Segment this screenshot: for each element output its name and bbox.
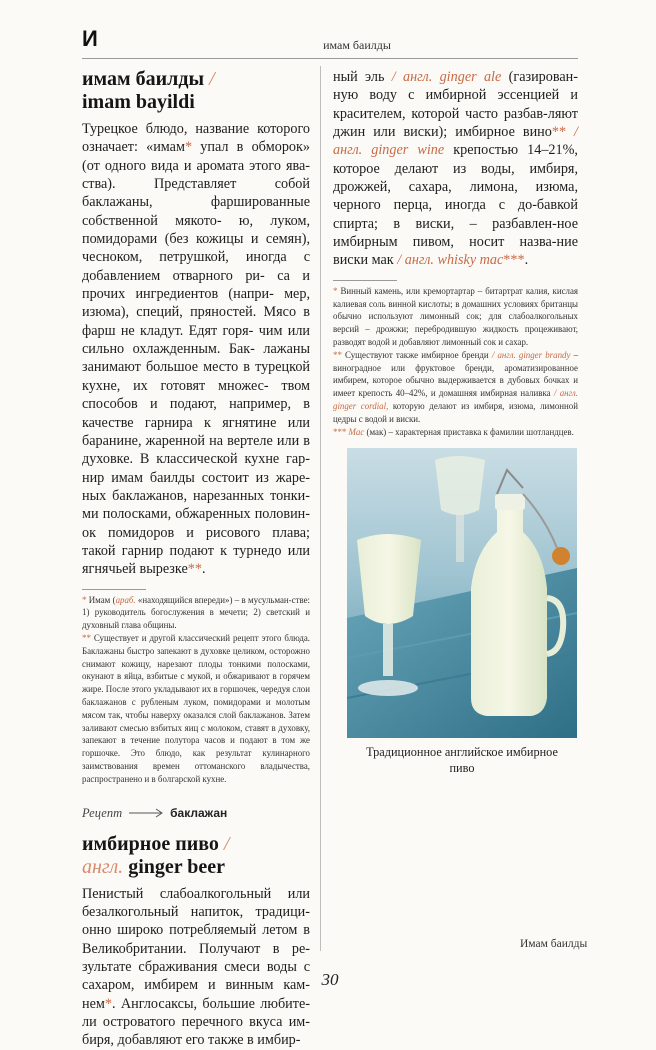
running-head: имам баилды xyxy=(323,38,391,52)
body-line: Мясо в фарш не кладут. Едят горя- xyxy=(82,304,310,339)
body-text-run: . xyxy=(524,252,529,269)
footnote-italic: / англ. ginger cordial, xyxy=(333,388,578,411)
ginger-beer-illustration xyxy=(347,448,577,738)
footnote-text: Существуют также имбирное бренди xyxy=(341,349,489,360)
footnote-text: Существует и другой классический рецепт этого блюда. Баклажаны быстро запекают в духовке целиком, осторожно снимают кожицу, нарезают плоды тонкими полосками, окунают в яйца, взбитые с мукой, и обжаривают в горячем жире. После этого укладывают их в горшочек, чередуя слои баклажанов с рубленым луком, помидорами и молотым мясом так, чтобы наверху оказался слой баклажанов. Затем заливают смесью взбитых яиц с молоком, ставят в духовку, запекают в течение полутора часов и подают в том же горшочке. Это блюдо, как результат кулинарного заимствования времен оттоманского владычества, распространено и в болгарской кухне. xyxy=(82,632,310,784)
header-rule xyxy=(82,58,578,59)
right-column xyxy=(333,68,578,438)
left-column xyxy=(82,68,310,1050)
footnote-text: которую делают из имбиря, изюма, лимонной цедры с водой и виски. xyxy=(333,400,578,424)
body-line: ок помидоров и рисового плава; xyxy=(82,524,310,541)
body-line: ных баклажанов, нарезанных тонки- xyxy=(82,487,310,504)
footnote-text: Имам ( xyxy=(86,594,116,605)
entry-slash: / xyxy=(209,68,215,90)
footnote-mark: ** xyxy=(82,632,91,643)
entry-body-ginger-beer-cont xyxy=(333,68,578,270)
body-line: . Англосаксы, большие любите- xyxy=(111,995,310,1012)
footnote-ref[interactable]: ** xyxy=(551,124,567,141)
body-text-run: ный эль xyxy=(333,69,385,85)
body-line: биря, добавляют его также в имбир- xyxy=(82,1032,301,1049)
footnote-mark: ** xyxy=(333,349,342,360)
entry-term-ru: имбирное пиво xyxy=(82,832,219,855)
body-line: са и прочих ингредиентов (напри- xyxy=(82,267,310,303)
footnote-text: (мак) – характерная приставка к фамилии шотландцев. xyxy=(364,426,574,437)
body-line: такой гарнир подают к турнедо или xyxy=(82,542,310,559)
body-line: и семян), чесноком, петрушкой, xyxy=(82,231,310,266)
body-italic-run: / англ. ginger ale xyxy=(384,69,502,85)
body-line: баранине, жаренной на вертеле или xyxy=(82,432,300,449)
body-line: Пенистый слабоалкогольный или xyxy=(82,885,310,902)
body-line: с сахаром, имбирем и винным кам- xyxy=(82,958,310,994)
footnote-imam xyxy=(82,594,310,632)
body-line: иногда с добавлением отварного ри- xyxy=(82,249,310,284)
entry-heading-imam-bayildi xyxy=(82,68,310,114)
footnote-recipe xyxy=(82,632,310,786)
body-line: зультате сбраживания смеси воды xyxy=(82,958,297,975)
body-line: фаршированные собственной мякото- xyxy=(82,194,310,229)
body-line: безалкогольный напиток, традици- xyxy=(82,903,310,920)
footnote-text: – виноградное или фруктовое бренди, ароматизированное имбирем, которое обычно выдерживается в дубовых бочках и имеет крепость 40–42%, и домашняя имбирная наливка xyxy=(333,349,578,399)
entry-body-ginger-beer xyxy=(82,885,310,1050)
body-line: твом способов и подают, например, xyxy=(82,377,310,413)
column-divider xyxy=(320,66,321,951)
entry-lang-abbr: англ. xyxy=(82,855,124,878)
body-line: ли островатого перечного вкуса им- xyxy=(82,1013,310,1030)
body-line: чим или сильно охлажденным. Бак- xyxy=(82,322,310,358)
cross-reference[interactable] xyxy=(82,806,310,821)
body-line: ства). Представляет собой баклажаны, xyxy=(82,176,310,211)
body-line: онно широко потребляемый летом xyxy=(82,922,298,939)
photo-caption: Традиционное английское имбирное пиво xyxy=(366,745,558,775)
entry-term-ru: имам баилды xyxy=(82,68,205,90)
footnote-mark: * xyxy=(82,594,87,605)
footnote-italic: Mac xyxy=(346,426,365,437)
footnote-mark: *** xyxy=(333,426,347,437)
body-line: мер, изюма), специй, пряностей. xyxy=(82,286,310,321)
footnote-ref[interactable]: ** xyxy=(187,561,202,578)
footnote-ref[interactable]: *** xyxy=(503,252,525,269)
body-line: означает: «имам xyxy=(82,139,185,156)
entry-slash: / xyxy=(223,832,230,855)
footnote-italic: / англ. ginger brandy xyxy=(488,349,571,360)
page-number: 30 xyxy=(321,970,339,989)
body-line: ягнячьей вырезке xyxy=(82,561,188,578)
body-line: нир имам баилды состоит из жаре- xyxy=(82,469,310,486)
long-right-arrow-icon xyxy=(128,808,164,818)
body-italic-run: / англ. whisky mac xyxy=(393,252,504,269)
entry-term-tr: imam bayildi xyxy=(82,91,195,113)
footnote-text: Винный камень, или кремортартар – битартрат калия, кислая калиевая соль винной кислоты; в домашних условиях британцы обычно используют лимонный сок; для слабоалкогольных версий – дрожжи; перебродившую жидкость процеживают, разводят водой и добавляют лимонный сок и сахар. xyxy=(333,285,578,347)
footnote-ginger-brandy xyxy=(333,349,578,426)
body-line: ю, луком, помидорами (без кожицы xyxy=(82,212,310,248)
footnote-ref[interactable]: * xyxy=(104,995,112,1012)
body-line: . xyxy=(201,561,206,578)
cross-reference-target[interactable]: баклажан xyxy=(170,806,228,821)
entry-body-imam-bayildi xyxy=(82,120,310,579)
footer-running-title: Имам баилды xyxy=(520,938,588,950)
footnote-cream-of-tartar xyxy=(333,285,578,349)
body-line: лажаны занимают большое место в xyxy=(82,341,310,376)
entry-term-en: ginger beer xyxy=(128,855,226,878)
footnote-ref[interactable]: * xyxy=(184,139,193,156)
body-line: (от одного вида и аромата этого ява- xyxy=(82,157,310,174)
body-line: упал в обморок» xyxy=(192,139,310,156)
body-italic-run: / англ. ginger wine xyxy=(333,124,578,159)
body-line: в духовке. В классической кухне гар- xyxy=(82,432,310,468)
body-line: турецкой кухне, их готовят множес- xyxy=(82,359,311,394)
footnote-abbr: араб. xyxy=(115,594,136,605)
body-line: в качестве гарнира к ягнятине или xyxy=(82,396,310,431)
body-line: Турецкое блюдо, название которого xyxy=(82,121,310,137)
body-line: ми полосками, обжаренных половин- xyxy=(82,506,310,523)
ginger-beer-photo xyxy=(347,448,577,738)
footnote-rule xyxy=(333,280,397,281)
body-text-run: крепостью 14–21%, которое делают из воды, имбиря, дрожжей, сахара, лимона, изюма, черного перца, иногда с до-бавкой спирта; в виски, – разбавлен-ное имбирным пивом, носит назва-ние виски мак xyxy=(333,142,578,269)
section-letter: И xyxy=(82,26,98,51)
footnote-rule xyxy=(82,589,146,590)
entry-heading-ginger-beer xyxy=(82,833,310,879)
footnote-text: «находящийся впереди») – в мусульман-стве: 1) руководитель богослужения в мечети; 2) светский и духовный глава общины. xyxy=(82,594,310,631)
footnote-mark: * xyxy=(333,285,338,296)
body-line: в Великобритании. Получают в ре- xyxy=(82,922,310,957)
cross-reference-label: Рецепт xyxy=(82,805,123,820)
body-line: нем xyxy=(82,995,105,1012)
footnote-mac xyxy=(333,426,578,439)
body-text-run: (газирован-ную воду с имбирной эссенцией и красителем, которой часто разбав-ляют джин или виски); имбирное вино xyxy=(333,69,578,141)
